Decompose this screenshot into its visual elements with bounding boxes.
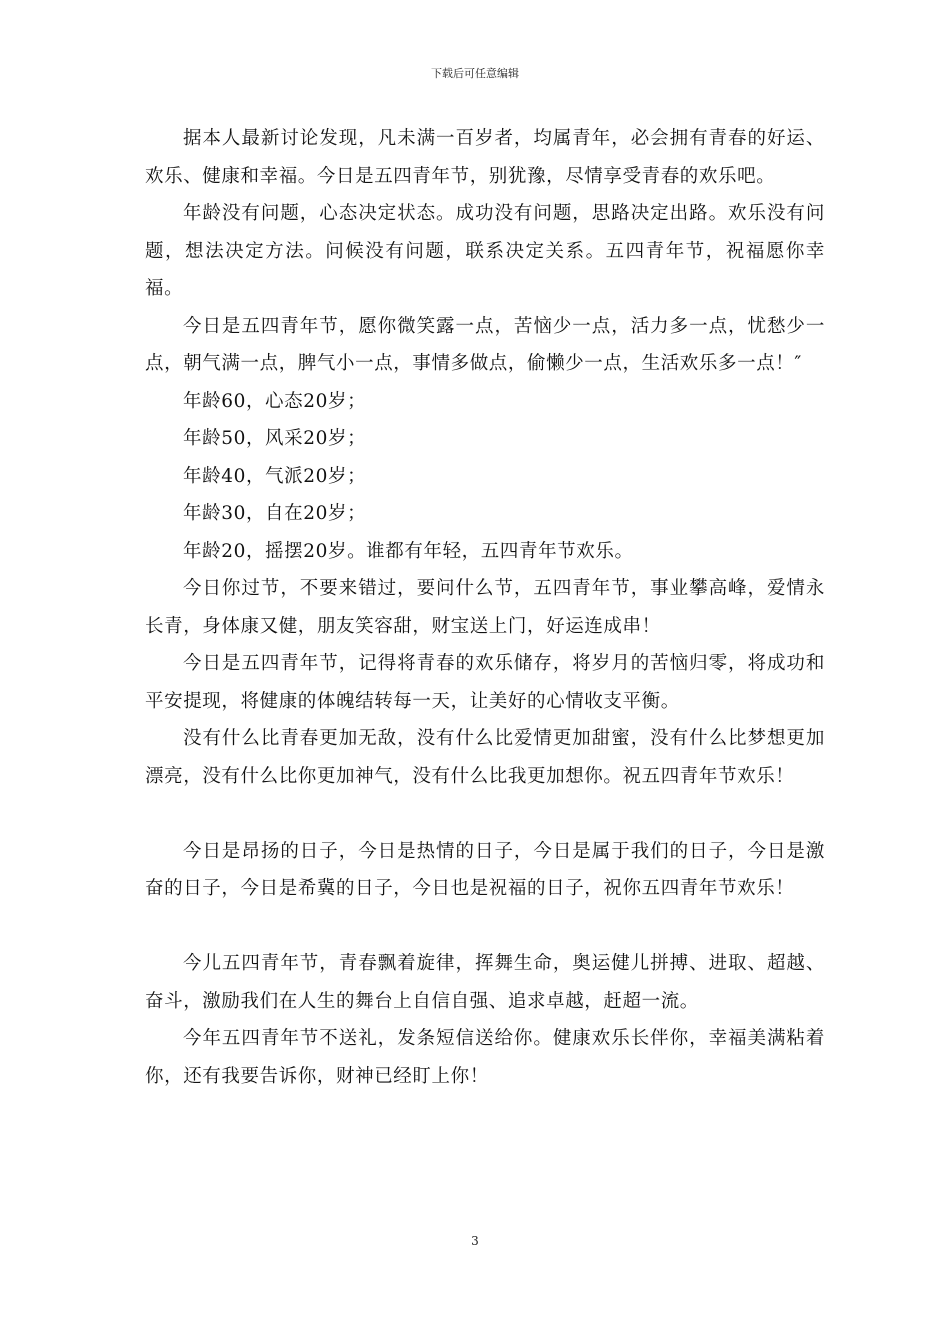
paragraph: 年龄50，风采20岁； bbox=[183, 428, 367, 449]
paragraph: 年龄20，摇摆20岁。谁都有年轻，五四青年节欢乐。 bbox=[183, 540, 634, 562]
paragraph: 年龄30，自在20岁； bbox=[183, 503, 367, 524]
paragraph: 今日是五四青年节，愿你微笑露一点，苦恼少一点，活力多一点，忧愁少一点，朝气满一点，脾气小一点，事情多做点，偷懒少一点，生活欢乐多一点！″ bbox=[145, 315, 825, 374]
page-number: 3 bbox=[471, 1234, 479, 1248]
paragraph: 今年五四青年节不送礼，发条短信送给你。健康欢乐长伴你，幸福美满粘着你，还有我要告诉你，财神已经盯上你！ bbox=[145, 1028, 825, 1087]
document-body bbox=[145, 120, 825, 1095]
blank-line bbox=[145, 795, 825, 833]
paragraph: 今日是五四青年节，记得将青春的欢乐储存，将岁月的苦恼归零，将成功和平安提现，将健康的体魄结转每一天，让美好的心情收支平衡。 bbox=[145, 653, 825, 712]
paragraph: 据本人最新讨论发现，凡未满一百岁者，均属青年，必会拥有青春的好运、欢乐、健康和幸福。今日是五四青年节，别犹豫，尽情享受青春的欢乐吧。 bbox=[145, 128, 825, 187]
paragraph: 今日是昂扬的日子，今日是热情的日子，今日是属于我们的日子，今日是激奋的日子，今日是希冀的日子，今日也是祝福的日子，祝你五四青年节欢乐！ bbox=[145, 840, 825, 899]
paragraph: 今儿五四青年节，青春飘着旋律，挥舞生命，奥运健儿拼搏、进取、超越、奋斗，激励我们在人生的舞台上自信自强、追求卓越，赶超一流。 bbox=[145, 953, 825, 1012]
paragraph: 没有什么比青春更加无敌，没有什么比爱情更加甜蜜，没有什么比梦想更加漂亮，没有什么比你更加神气，没有什么比我更加想你。祝五四青年节欢乐！ bbox=[145, 728, 825, 787]
paragraph: 年龄60，心态20岁； bbox=[183, 390, 367, 412]
paragraph: 今日你过节，不要来错过，要问什么节，五四青年节，事业攀高峰，爱情永长青，身体康又健，朋友笑容甜，财宝送上门，好运连成串！ bbox=[145, 578, 825, 637]
paragraph: 年龄40，气派20岁； bbox=[183, 465, 367, 487]
blank-line bbox=[145, 908, 825, 946]
page-header: 下载后可任意编辑 bbox=[431, 67, 519, 80]
paragraph: 年龄没有问题，心态决定状态。成功没有问题，思路决定出路。欢乐没有问题，想法决定方法。问候没有问题，联系决定关系。五四青年节，祝福愿你幸福。 bbox=[145, 203, 825, 299]
